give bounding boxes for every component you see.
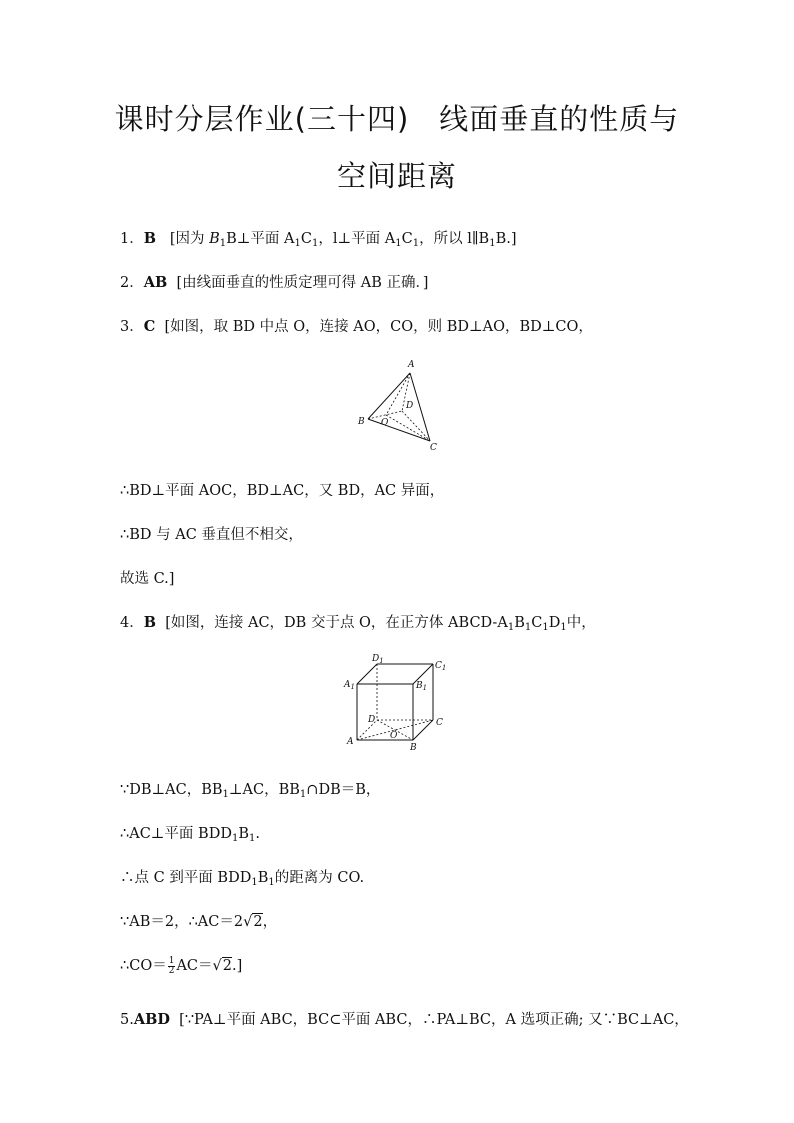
label-B: B (410, 743, 417, 753)
label-O: O (390, 731, 398, 741)
label-C1: $C_1$ (435, 661, 447, 672)
label-O: O (381, 418, 389, 428)
label-B: B (358, 417, 365, 427)
label-B1: $B_1$ (416, 681, 428, 692)
answer-1: 1．B [因为 $B_1B\perp$平面 $A_1C_1$，l⊥平面 $A_1C_1$，所以 $l\parallel B_1B$.] (120, 230, 517, 249)
answer-4-line5: ∵AB＝2，∴AC＝2√2， (120, 914, 278, 930)
answer-3-line2: ∴BD⊥平面 AOC，BD⊥AC，又 BD，AC 异面， (120, 483, 445, 499)
cube-figure (340, 650, 455, 755)
page-title-line1: 课时分层作业(三十四) 线面垂直的性质与 (114, 102, 680, 136)
answer-4-line3: ∴AC⊥平面 $BDD_1B_1$. (120, 826, 260, 844)
answer-3-line4: 故选 C.] (120, 571, 175, 587)
label-D: D (406, 401, 414, 411)
answer-3-line3: ∴BD 与 AC 垂直但不相交， (120, 527, 303, 543)
label-C: C (436, 718, 443, 728)
answer-5: 5.ABD [∵PA⊥平面 ABC，BC⊂平面 ABC，∴PA⊥BC，A 选项正确; 又∵BC⊥AC， (120, 1011, 689, 1028)
label-A: A (408, 360, 415, 370)
label-A: A (347, 737, 354, 747)
answer-4-line2: ∵DB⊥AC，$BB_1\perp AC$，$BB_1\cap DB=B$， (120, 782, 381, 800)
answer-2: 2．AB [由线面垂直的性质定理可得 AB 正确．] (120, 274, 429, 291)
answer-4-line6: ∴CO＝ $\frac{1}{2}$ AC＝√2.] (120, 955, 243, 976)
tetrahedron-figure (350, 355, 450, 455)
label-A1: $A_1$ (344, 680, 355, 691)
answer-4: 4．B [如图，连接 AC，DB 交于点 O，在正方体 ABCD-$A_1B_1C_1D_1$中， (120, 614, 596, 633)
answer-4-line4: ∴点 C 到平面 $BDD_1B_1$的距离为 CO. (120, 870, 365, 888)
answer-3: 3．C [如图，取 BD 中点 O，连接 AO，CO，则 BD⊥AO，BD⊥CO， (120, 318, 593, 335)
label-D: D (368, 715, 376, 725)
label-D1: $D_1$ (372, 654, 384, 665)
page-title-line2: 空间距离 (336, 159, 457, 193)
label-C: C (430, 443, 437, 453)
